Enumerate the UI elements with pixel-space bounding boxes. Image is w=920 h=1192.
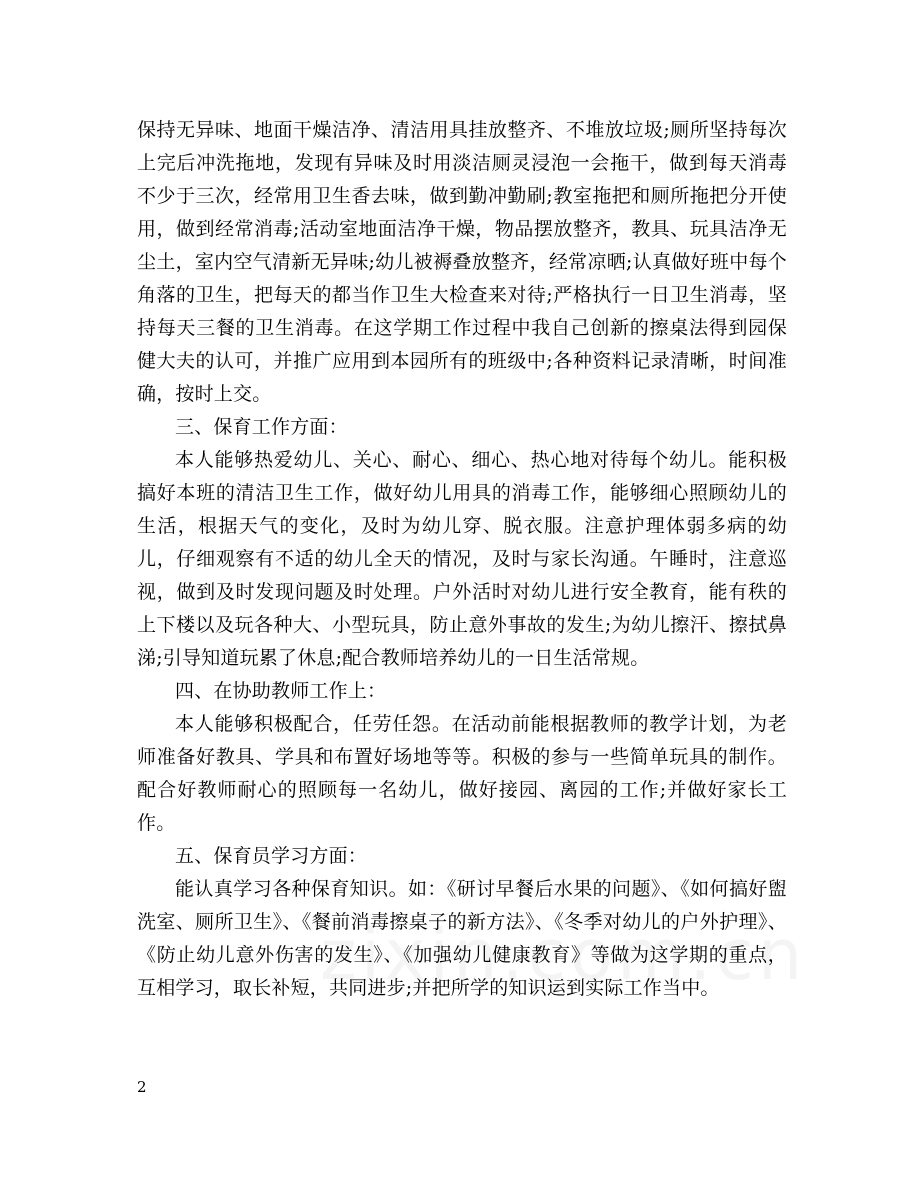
page-number: 2 xyxy=(137,1078,147,1096)
paragraph-assisting-teachers: 本人能够积极配合，任劳任怨。在活动前能根据教师的教学计划，为老师准备好教具、学具和布置好场地等等。积极的参与一些简单玩具的制作。配合好教师耐心的照顾每一名幼儿，做好接园、离园的工作;并做好家长工作。 xyxy=(137,713,787,834)
paragraph-childcare-work: 本人能够热爱幼儿、关心、耐心、细心、热心地对待每个幼儿。能积极搞好本班的清洁卫生工作，做好幼儿用具的消毒工作，能够细心照顾幼儿的生活，根据天气的变化，及时为幼儿穿、脱衣服。注意护理体弱多病的幼儿，仔细观察有不适的幼儿全天的情况，及时与家长沟通。午睡时，注意巡视，做到及时发现问题及时处理。户外活时对幼儿进行安全教育，能有秩的上下楼以及玩各种大、小型玩具，防止意外事故的发生;为幼儿擦汗、擦拭鼻涕;引导知道玩累了休息;配合教师培养幼儿的一日生活常规。 xyxy=(137,449,787,669)
document-body xyxy=(137,114,787,1005)
section-heading-caregiver-learning: 五、保育员学习方面： xyxy=(175,845,368,867)
paragraph-caregiver-learning: 能认真学习各种保育知识。如：《研讨早餐后水果的问题》、《如何搞好盥洗室、厕所卫生》、《餐前消毒擦桌子的新方法》、《冬季对幼儿的户外护理》、《防止幼儿意外伤害的发生》、《加强幼儿健康教育》等做为这学期的重点，互相学习，取长补短，共同进步;并把所学的知识运到实际工作当中。 xyxy=(137,878,787,999)
section-heading-assisting-teachers: 四、在协助教师工作上： xyxy=(175,680,387,702)
paragraph-hygiene-continued: 保持无异味、地面干燥洁净、清洁用具挂放整齐、不堆放垃圾;厕所坚持每次上完后冲洗拖地，发现有异味及时用淡洁厕灵浸泡一会拖干，做到每天消毒不少于三次，经常用卫生香去味，做到勤冲勤刷;教室拖把和厕所拖把分开使用，做到经常消毒;活动室地面洁净干燥，物品摆放整齐，教具、玩具洁净无尘土，室内空气清新无异味;幼儿被褥叠放整齐，经常凉晒;认真做好班中每个角落的卫生，把每天的都当作卫生大检查来对待;严格执行一日卫生消毒，坚持每天三餐的卫生消毒。在这学期工作过程中我自己创新的擦桌法得到园保健大夫的认可，并推广应用到本园所有的班级中;各种资料记录清晰，时间准确，按时上交。 xyxy=(137,119,787,405)
section-heading-childcare-work: 三、保育工作方面： xyxy=(175,416,348,438)
